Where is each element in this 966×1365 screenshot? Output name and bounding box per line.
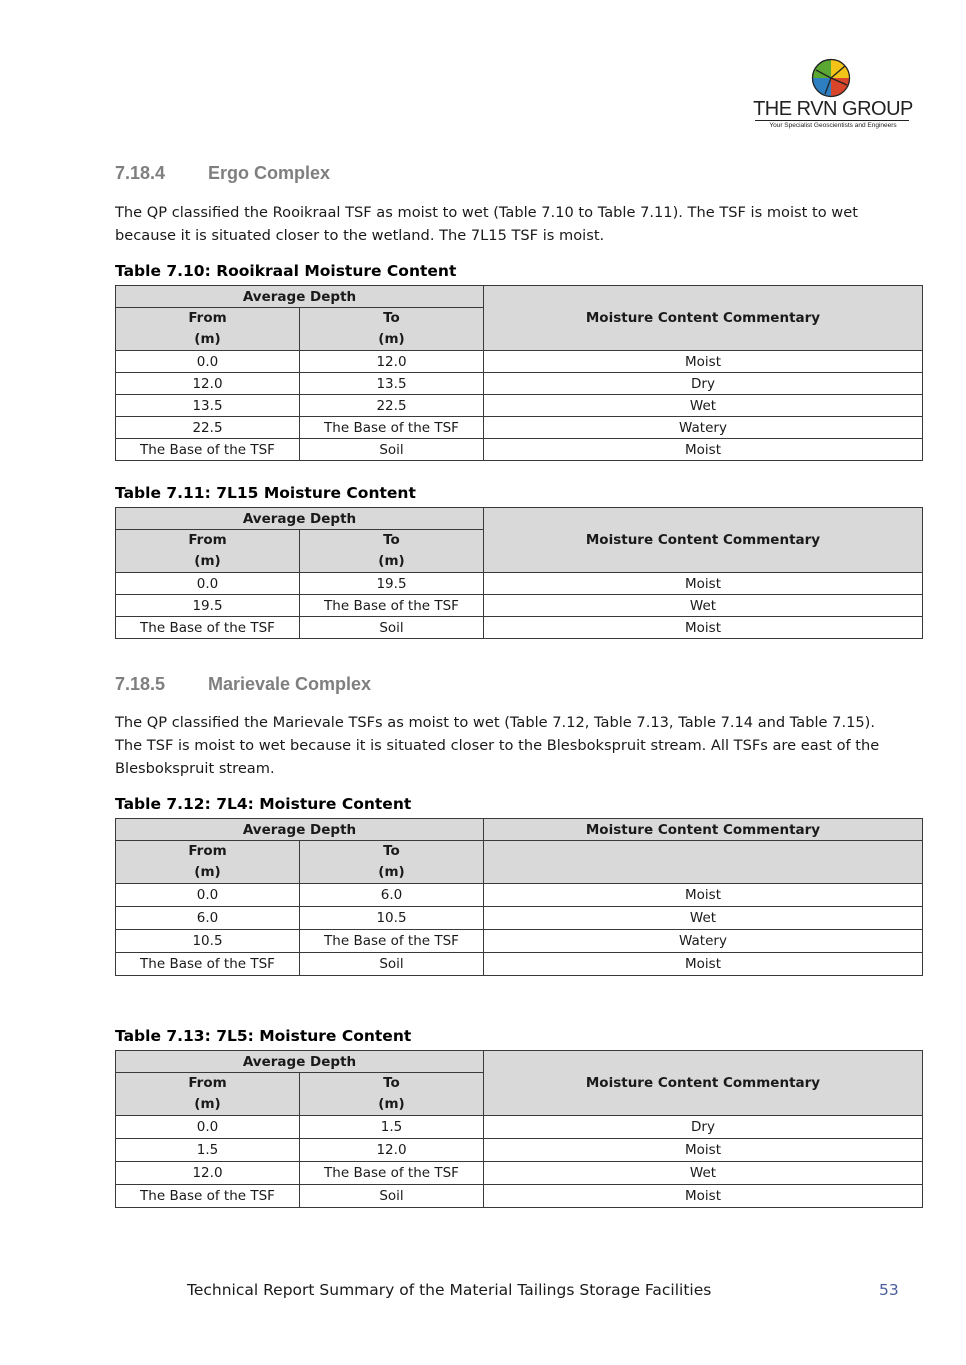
rvn-logo-icon (811, 58, 851, 98)
table-caption-7-11: Table 7.11: 7L15 Moisture Content (115, 484, 416, 502)
section-heading-ergo (115, 163, 330, 184)
table-row (116, 417, 923, 439)
table-cell: 12.0 (116, 1162, 300, 1185)
section-paragraph-ergo: The QP classified the Rooikraal TSF as moist to wet (Table 7.10 to Table 7.11). The TSF is moist to wet because it is situated closer to the wetland. The 7L15 TSF is moist. (115, 204, 858, 244)
table-cell: The Base of the TSF (116, 617, 300, 639)
table-row (116, 953, 923, 976)
logo-name: THE RVN GROUP (753, 98, 913, 120)
section-title: Marievale Complex (208, 674, 372, 694)
table-row (116, 395, 923, 417)
section-number: 7.18.4 (115, 163, 166, 183)
moisture-table-7-13 (115, 1050, 923, 1208)
moisture-table-7-12 (115, 818, 923, 976)
table-row (116, 1139, 923, 1162)
table-cell: 12.0 (300, 1139, 484, 1162)
table-cell: 12.0 (116, 373, 300, 395)
header-to: To (m) (300, 530, 484, 573)
table-row (116, 930, 923, 953)
table-cell: 0.0 (116, 1116, 300, 1139)
table-row (116, 1162, 923, 1185)
table-cell: Moist (484, 573, 923, 595)
table-cell: 6.0 (300, 884, 484, 907)
header-average-depth: Average Depth (116, 508, 484, 530)
table-cell: The Base of the TSF (300, 1162, 484, 1185)
table-cell: Dry (484, 1116, 923, 1139)
table-row (116, 439, 923, 461)
table-cell: Moist (484, 1139, 923, 1162)
table-cell: Moist (484, 439, 923, 461)
table-cell: Wet (484, 1162, 923, 1185)
table-cell: 0.0 (116, 351, 300, 373)
header-to: To (m) (300, 841, 484, 884)
table-cell: 19.5 (300, 573, 484, 595)
table-cell: Moist (484, 351, 923, 373)
table-caption-7-10: Table 7.10: Rooikraal Moisture Content (115, 262, 457, 280)
table-row (116, 884, 923, 907)
logo-tagline: Your Specialist Geoscientists and Engineers (769, 122, 897, 129)
header-to: To (m) (300, 308, 484, 351)
header-average-depth: Average Depth (116, 819, 484, 841)
table-row (116, 617, 923, 639)
section-heading-marievale (115, 674, 371, 695)
table-cell: Soil (300, 439, 484, 461)
table-cell: Moist (484, 884, 923, 907)
table-cell: 0.0 (116, 573, 300, 595)
table-cell: 1.5 (116, 1139, 300, 1162)
table-row (116, 573, 923, 595)
table-cell: 0.0 (116, 884, 300, 907)
moisture-table-7-10 (115, 285, 923, 461)
table-row (116, 1185, 923, 1208)
table-row (116, 1116, 923, 1139)
table-cell: 10.5 (300, 907, 484, 930)
header-commentary: Moisture Content Commentary (484, 508, 923, 573)
table-cell: Soil (300, 953, 484, 976)
page-number: 53 (879, 1281, 899, 1299)
table-cell: The Base of the TSF (116, 439, 300, 461)
table-cell: The Base of the TSF (116, 953, 300, 976)
moisture-table-7-11 (115, 507, 923, 639)
table-caption-7-13: Table 7.13: 7L5: Moisture Content (115, 1027, 412, 1045)
header-from: From (m) (116, 530, 300, 573)
table-cell: Soil (300, 1185, 484, 1208)
section-title: Ergo Complex (208, 163, 331, 183)
table-cell: 22.5 (300, 395, 484, 417)
table-cell: Soil (300, 617, 484, 639)
table-cell: The Base of the TSF (300, 417, 484, 439)
header-empty (484, 841, 923, 884)
table-cell: 19.5 (116, 595, 300, 617)
table-cell: 1.5 (300, 1116, 484, 1139)
table-cell: 10.5 (116, 930, 300, 953)
table-cell: Wet (484, 907, 923, 930)
table-cell: Watery (484, 930, 923, 953)
header-from: From (m) (116, 841, 300, 884)
page-footer: Technical Report Summary of the Material Tailings Storage Facilities (187, 1281, 712, 1299)
table-cell: The Base of the TSF (300, 930, 484, 953)
table-cell: Moist (484, 1185, 923, 1208)
table-cell: Watery (484, 417, 923, 439)
section-paragraph-marievale: The QP classified the Marievale TSFs as moist to wet (Table 7.12, Table 7.13, Table 7.14 and Table 7.15). The TSF is moist to wet because it is situated closer to the Blesbokspruit stream. All TSFs are east of the Blesbokspruit stream. (115, 714, 880, 777)
header-average-depth: Average Depth (116, 1051, 484, 1073)
table-cell: 12.0 (300, 351, 484, 373)
table-cell: Moist (484, 617, 923, 639)
table-cell: 13.5 (116, 395, 300, 417)
header-from: From (m) (116, 308, 300, 351)
table-cell: 13.5 (300, 373, 484, 395)
table-cell: 6.0 (116, 907, 300, 930)
table-row (116, 595, 923, 617)
table-cell: 22.5 (116, 417, 300, 439)
table-cell: The Base of the TSF (116, 1185, 300, 1208)
table-cell: Moist (484, 953, 923, 976)
table-cell: Dry (484, 373, 923, 395)
table-row (116, 907, 923, 930)
table-cell: The Base of the TSF (300, 595, 484, 617)
company-logo (753, 58, 913, 134)
header-commentary: Moisture Content Commentary (484, 819, 923, 841)
table-cell: Wet (484, 595, 923, 617)
header-commentary: Moisture Content Commentary (484, 286, 923, 351)
header-to: To (m) (300, 1073, 484, 1116)
header-average-depth: Average Depth (116, 286, 484, 308)
section-number: 7.18.5 (115, 674, 166, 694)
header-commentary: Moisture Content Commentary (484, 1051, 923, 1116)
table-row (116, 351, 923, 373)
header-from: From (m) (116, 1073, 300, 1116)
table-cell: Wet (484, 395, 923, 417)
table-row (116, 373, 923, 395)
table-caption-7-12: Table 7.12: 7L4: Moisture Content (115, 795, 412, 813)
